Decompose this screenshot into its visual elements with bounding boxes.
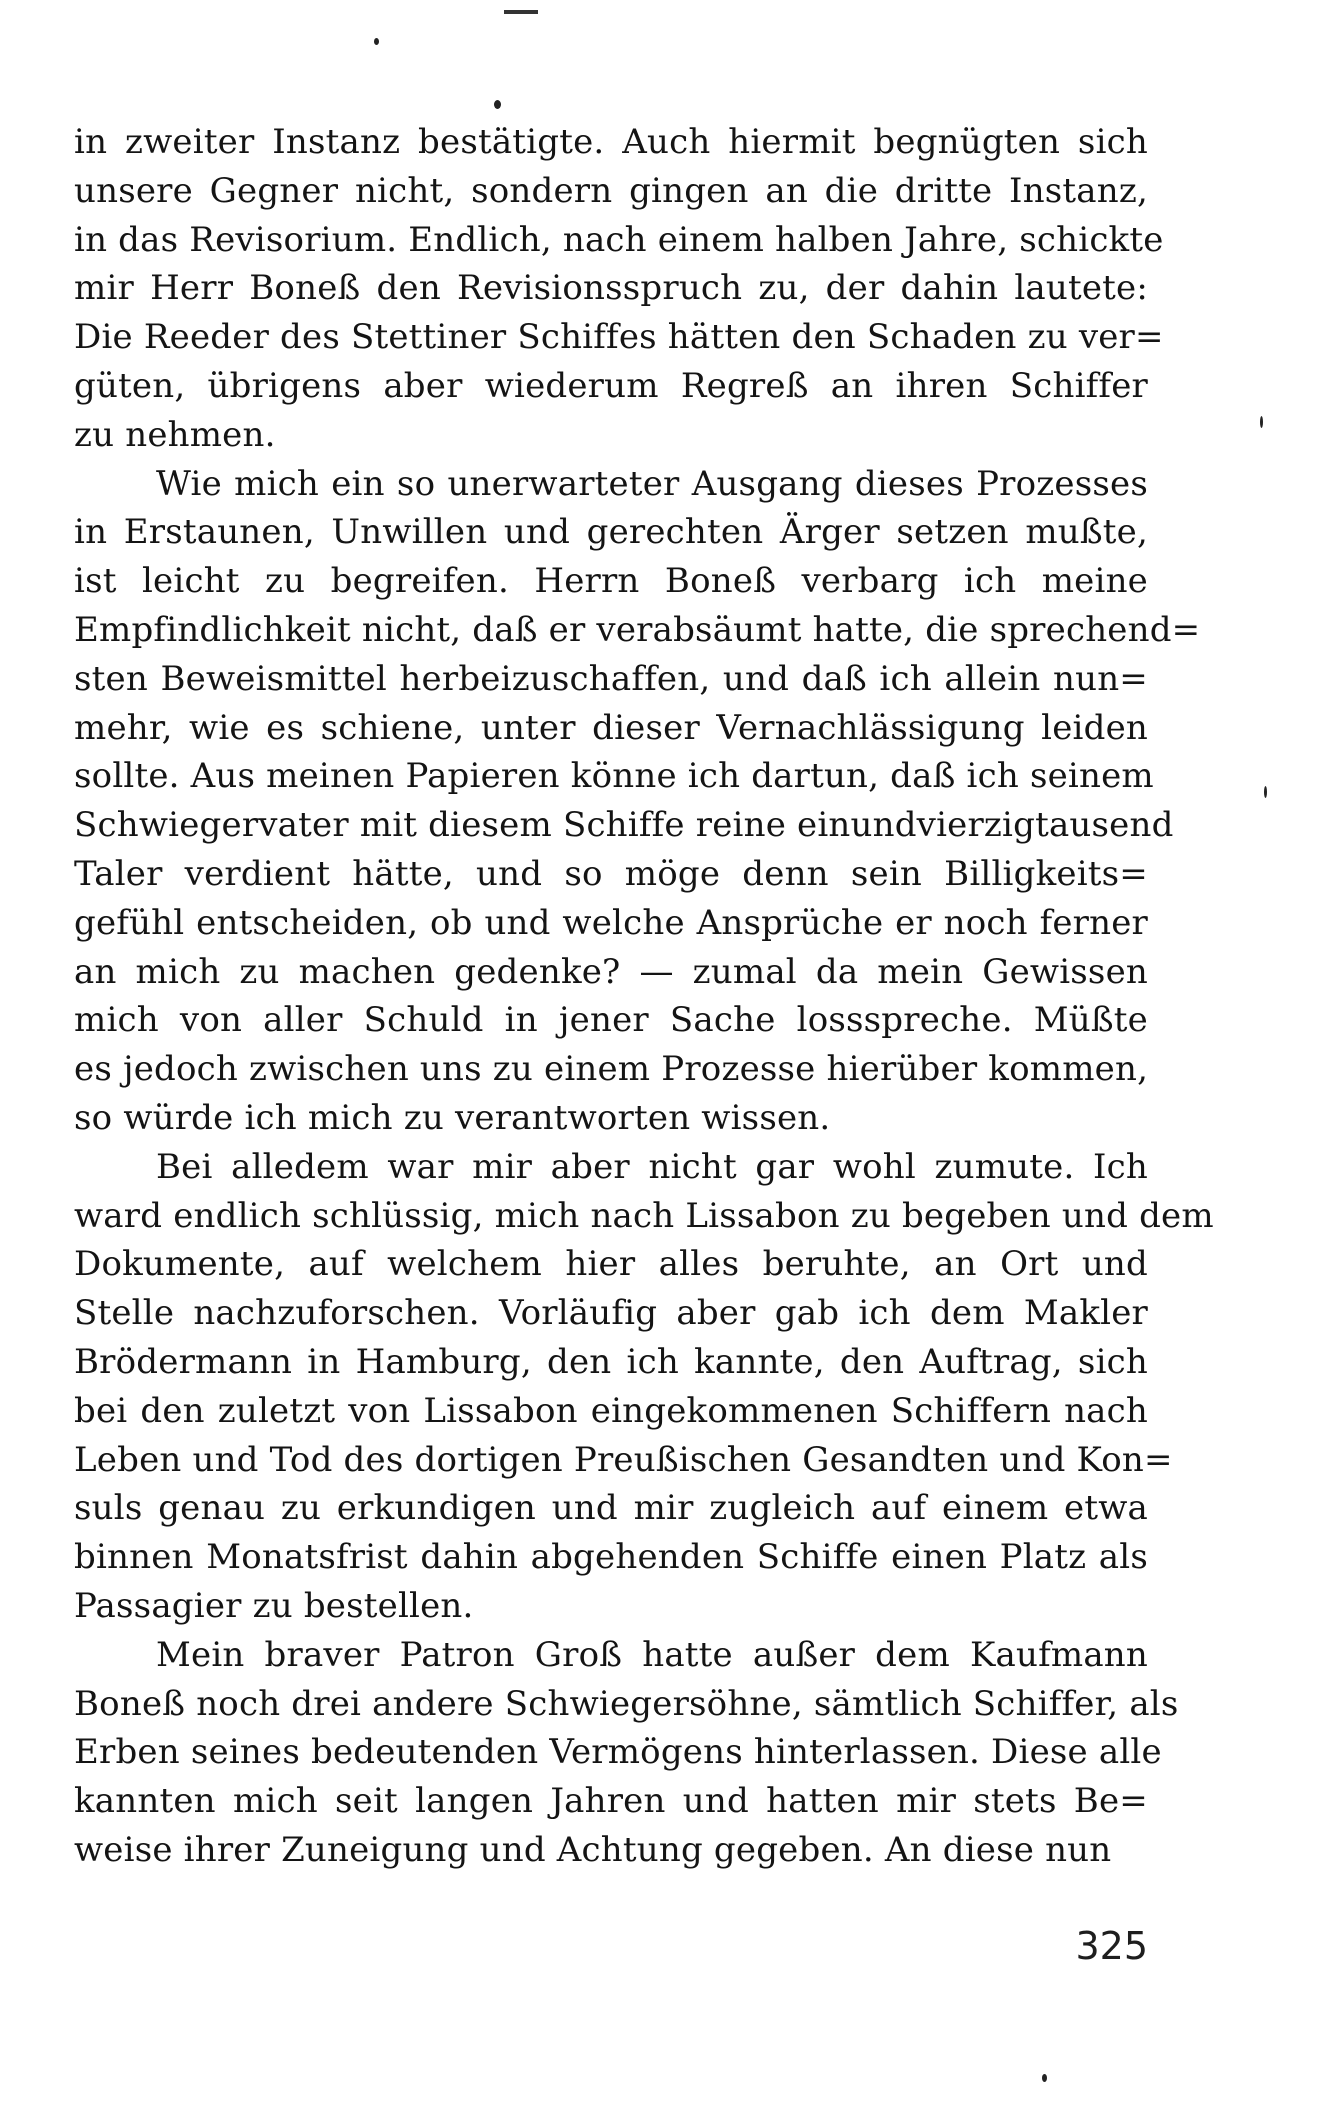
text-line: in zweiter Instanz bestätigte. Auch hiermit begnügten sich [74, 122, 1148, 162]
text-line: Bei alledem war mir aber nicht gar wohl zumute. Ich [156, 1146, 1148, 1187]
text-line: in Erstaunen, Unwillen und gerechten Ärger setzen mußte, [74, 512, 1148, 553]
text-line: Mein braver Patron Groß hatte außer dem Kaufmann [156, 1634, 1148, 1675]
speck-mark [374, 38, 379, 45]
text-line: Brödermann in Hamburg, den ich kannte, den Auftrag, sich [74, 1341, 1148, 1382]
text-line: ward endlich schlüssig, mich nach Lissabon zu begeben und dem [74, 1195, 1214, 1236]
text-line: Die Reeder des Stettiner Schiffes hätten den Schaden zu ver= [74, 317, 1164, 358]
text-line: mir Herr Boneß den Revisionsspruch zu, der dahin lautete: [74, 268, 1148, 309]
speck-mark [1264, 786, 1267, 798]
body-text [74, 118, 1214, 1875]
top-dash-mark [504, 10, 538, 14]
text-line: Leben und Tod des dortigen Preußischen Gesandten und Kon= [74, 1439, 1173, 1480]
text-line: weise ihrer Zuneigung und Achtung gegeben. An diese nun [74, 1829, 1112, 1870]
speck-mark [1260, 416, 1263, 428]
text-line: zu nehmen. [74, 414, 276, 455]
text-line: sten Beweismittel herbeizuschaffen, und daß ich allein nun= [74, 658, 1148, 699]
paragraph [74, 1143, 1214, 1631]
text-line: mehr, wie es schiene, unter dieser Vernachlässigung leiden [74, 707, 1148, 748]
text-line: ist leicht zu begreifen. Herrn Boneß verbarg ich meine [74, 561, 1148, 602]
text-line: güten, übrigens aber wiederum Regreß an ihren Schiffer [74, 365, 1148, 406]
text-line: gefühl entscheiden, ob und welche Ansprüche er noch ferner [74, 902, 1148, 943]
paragraph [74, 1631, 1179, 1875]
text-line: es jedoch zwischen uns zu einem Prozesse hierüber kommen, [74, 1049, 1149, 1090]
text-line: sollte. Aus meinen Papieren könne ich dartun, daß ich seinem [74, 756, 1154, 797]
speck-mark [494, 100, 501, 109]
text-line: Stelle nachzuforschen. Vorläufig aber gab ich dem Makler [74, 1293, 1148, 1334]
text-line: Dokumente, auf welchem hier alles beruhte, an Ort und [74, 1244, 1148, 1285]
page-number: 325 [1075, 1924, 1148, 1968]
paragraph [74, 118, 1164, 460]
text-line: so würde ich mich zu verantworten wissen. [74, 1097, 831, 1138]
text-line: suls genau zu erkundigen und mir zugleich auf einem etwa [74, 1488, 1148, 1529]
text-line: Wie mich ein so unerwarteter Ausgang dieses Prozesses [156, 463, 1148, 504]
text-line: unsere Gegner nicht, sondern gingen an die dritte Instanz, [74, 170, 1148, 211]
text-line: Schwiegervater mit diesem Schiffe reine einundvierzigtausend [74, 805, 1174, 846]
text-line: kannten mich seit langen Jahren und hatten mir stets Be= [74, 1781, 1148, 1822]
book-page [74, 0, 1214, 2117]
text-line: Erben seines bedeutenden Vermögens hinterlassen. Diese alle [74, 1732, 1162, 1773]
text-line: Empfindlichkeit nicht, daß er verabsäumt hatte, die sprechend= [74, 609, 1201, 650]
speck-mark [1042, 2074, 1047, 2082]
text-line: Passagier zu bestellen. [74, 1585, 474, 1626]
text-line: binnen Monatsfrist dahin abgehenden Schiffe einen Platz als [74, 1537, 1148, 1578]
text-line: Taler verdient hätte, und so möge denn sein Billigkeits= [74, 853, 1148, 894]
paragraph [74, 460, 1201, 1143]
text-line: an mich zu machen gedenke? — zumal da mein Gewissen [74, 951, 1148, 992]
text-line: in das Revisorium. Endlich, nach einem halben Jahre, schickte [74, 219, 1164, 260]
text-line: bei den zuletzt von Lissabon eingekommenen Schiffern nach [74, 1390, 1148, 1431]
text-line: Boneß noch drei andere Schwiegersöhne, sämtlich Schiffer, als [74, 1683, 1179, 1724]
text-line: mich von aller Schuld in jener Sache lossspreche. Müßte [74, 1000, 1148, 1041]
